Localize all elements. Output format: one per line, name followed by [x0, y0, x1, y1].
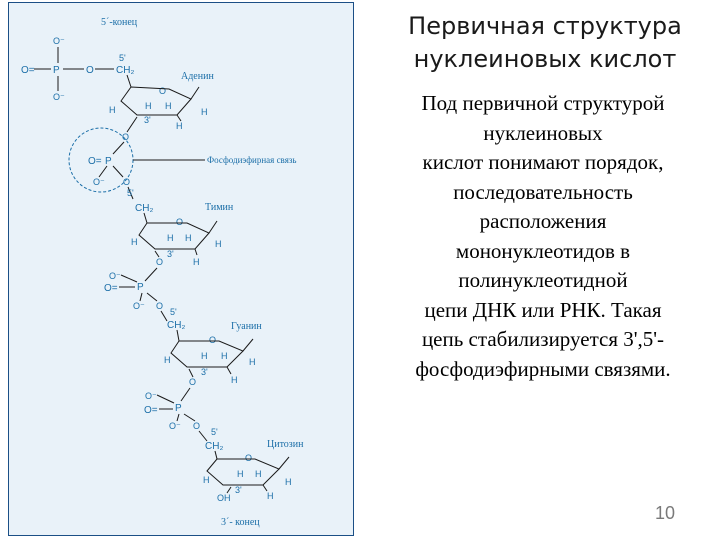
nucleotide-adenine	[109, 53, 214, 131]
atom-o-minus: O⁻	[53, 36, 65, 46]
atom-o-minus: O⁻	[145, 391, 157, 401]
phosphate-group-4	[144, 377, 200, 431]
atom-o: O	[122, 132, 130, 142]
body-line: цепь стабилизируется 3',5'-	[421, 327, 665, 351]
five-prime-label: 5'	[127, 188, 134, 198]
ch2-group: CH₂	[167, 320, 186, 331]
title-line: Первичная структура	[408, 12, 682, 40]
atom-o-minus: O⁻	[109, 271, 121, 281]
body-line: цепи ДНК или РНК. Такая	[424, 297, 662, 322]
atom-o: O	[156, 301, 164, 311]
body-line: фосфодиэфирными связями.	[415, 356, 671, 381]
three-prime-label: 3'	[201, 367, 208, 377]
body-line: Под первичной структурой	[421, 91, 665, 115]
h-atom: H	[285, 477, 292, 487]
atom-o-minus: O⁻	[93, 177, 105, 187]
slide-body-text	[376, 89, 710, 384]
atom-p: P	[175, 403, 182, 414]
five-prime-label: 5'	[119, 53, 126, 63]
phosphate-group-2	[88, 132, 130, 187]
h-atom: H	[215, 239, 222, 249]
terminal-oh: OH	[217, 493, 231, 503]
body-line: расположения	[479, 209, 607, 233]
body-line: последовательность	[453, 179, 633, 204]
nucleotide-thymine	[127, 188, 234, 267]
five-prime-label: 5'	[211, 427, 218, 437]
atom-o: O	[123, 177, 131, 187]
atom-p: P	[53, 65, 60, 76]
h-atom: H	[255, 469, 262, 479]
atom-o-minus: O⁻	[53, 92, 65, 102]
nucleotide-cytosine	[203, 427, 304, 503]
h-atom: H	[203, 475, 210, 485]
atom-o-minus: O⁻	[169, 421, 181, 431]
h-atom: H	[164, 355, 171, 365]
h-atom: H	[167, 233, 174, 243]
base-label: Гуанин	[231, 321, 262, 332]
diagram-svg	[9, 3, 355, 537]
five-prime-end-label: 5´-конец	[101, 17, 138, 28]
atom-o-eq: O=	[21, 65, 35, 76]
ch2-group: CH₂	[135, 203, 154, 214]
h-atom: H	[145, 101, 152, 111]
h-atom: H	[221, 351, 228, 361]
atom-o-eq: O=	[104, 283, 118, 294]
atom-o: O	[156, 257, 164, 267]
h-atom: H	[267, 491, 274, 501]
ring-oxygen: O	[245, 453, 253, 463]
h-atom: H	[131, 237, 138, 247]
nucleic-acid-chain-diagram	[8, 2, 354, 536]
five-prime-label: 5'	[170, 307, 177, 317]
phosphate-bonds-1	[34, 47, 114, 91]
body-line: кислот понимают порядок,	[422, 150, 664, 174]
ring-oxygen: O	[209, 335, 217, 345]
ch2-group: CH₂	[116, 65, 135, 76]
h-atom: H	[201, 351, 208, 361]
base-label: Цитозин	[267, 439, 304, 450]
atom-o: O	[193, 421, 201, 431]
base-label: Аденин	[181, 71, 214, 82]
atom-o-minus: O⁻	[133, 301, 145, 311]
three-prime-end-label: 3´- конец	[221, 517, 260, 528]
slide-title	[380, 10, 710, 76]
h-atom: H	[231, 375, 238, 385]
page-number: 10	[654, 503, 676, 523]
atom-o: O	[189, 377, 197, 387]
h-atom: H	[201, 107, 208, 117]
h-atom: H	[165, 101, 172, 111]
body-line: нуклеиновых	[483, 120, 603, 145]
h-atom: H	[249, 357, 256, 367]
phosphate-group-3	[104, 257, 163, 311]
three-prime-label: 3'	[235, 485, 242, 495]
atom-p: P	[137, 282, 144, 293]
phosphodiester-label: Фосфодиэфирная связь	[207, 155, 297, 165]
title-line: нуклеиновых кислот	[413, 45, 677, 73]
h-atom: H	[193, 257, 200, 267]
h-atom: H	[185, 233, 192, 243]
ring-oxygen: O	[176, 217, 184, 227]
body-line: полинуклеотидной	[458, 268, 628, 292]
ch2-group: CH₂	[205, 441, 224, 452]
ring-oxygen: O	[159, 86, 167, 96]
atom-o-eq: O=	[88, 156, 102, 167]
three-prime-label: 3'	[144, 115, 151, 125]
h-atom: H	[109, 105, 116, 115]
h-atom: H	[176, 121, 183, 131]
atom-p: P	[105, 156, 112, 167]
body-line: мононуклеотидов в	[455, 238, 631, 263]
atom-o-eq: O=	[144, 405, 158, 416]
atom-o: O	[86, 65, 94, 76]
h-atom: H	[237, 469, 244, 479]
three-prime-label: 3'	[167, 249, 174, 259]
base-label: Тимин	[205, 202, 234, 213]
